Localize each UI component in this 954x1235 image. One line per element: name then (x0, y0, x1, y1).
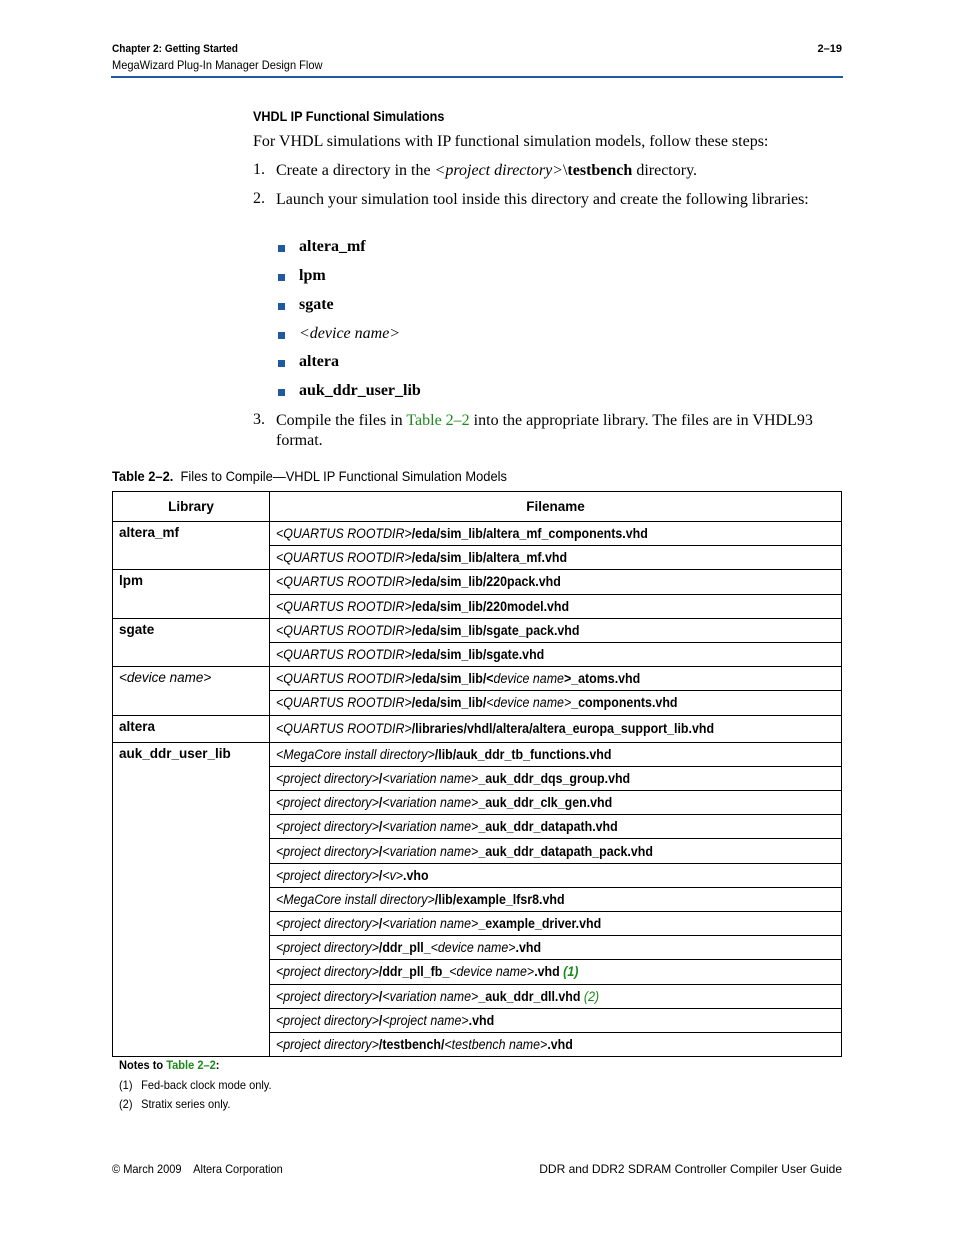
table-link[interactable]: Table 2–2 (406, 412, 470, 429)
page-number: 2–19 (817, 43, 842, 55)
header-rule (111, 76, 843, 78)
bullet-icon (278, 360, 285, 367)
filename-cell: <QUARTUS ROOTDIR>/eda/sim_lib/<device name>_atoms.vhd (270, 667, 842, 691)
filename-cell: <project directory>/testbench/<testbench name>.vhd (270, 1032, 842, 1056)
library-cell: auk_ddr_user_lib (113, 742, 270, 1056)
column-header-filename: Filename (270, 492, 842, 522)
footer-copyright: © March 2009 Altera Corporation (112, 1162, 283, 1176)
table-row (113, 715, 842, 742)
files-table (112, 491, 842, 1057)
step-2-text: Launch your simulation tool inside this directory and create the following libraries: (276, 191, 809, 208)
filename-cell: <project directory>/<variation name>_auk_ddr_datapath.vhd (270, 815, 842, 839)
filename-cell: <project directory>/ddr_pll_fb_<device name>.vhd (1) (270, 960, 842, 984)
bullet-icon (278, 303, 285, 310)
note-item: (2) Stratix series only. (119, 1097, 231, 1111)
notes-title: Notes to Table 2–2: (119, 1058, 220, 1072)
filename-cell: <project directory>/<v>.vho (270, 863, 842, 887)
filename-cell: <QUARTUS ROOTDIR>/eda/sim_lib/altera_mf.vhd (270, 546, 842, 570)
bullet-icon (278, 389, 285, 396)
table-row (113, 522, 842, 546)
library-cell: <device name> (113, 667, 270, 715)
table-row (113, 667, 842, 691)
library-item: sgate (299, 296, 334, 313)
note-reference-link[interactable]: (2) (583, 988, 600, 1004)
step-1-number: 1. (253, 161, 265, 178)
note-item: (1) Fed-back clock mode only. (119, 1078, 272, 1092)
table-caption: Table 2–2. Files to Compile—VHDL IP Functional Simulation Models (112, 468, 507, 484)
filename-cell: <MegaCore install directory>/lib/example_lfsr8.vhd (270, 887, 842, 911)
column-header-library: Library (113, 492, 270, 522)
table-row (113, 570, 842, 594)
filename-cell: <project directory>/<variation name>_auk_ddr_datapath_pack.vhd (270, 839, 842, 863)
filename-cell: <QUARTUS ROOTDIR>/libraries/vhdl/altera/altera_europa_support_lib.vhd (270, 715, 842, 742)
filename-cell: <QUARTUS ROOTDIR>/eda/sim_lib/sgate.vhd (270, 642, 842, 666)
footer-title: DDR and DDR2 SDRAM Controller Compiler User Guide (539, 1162, 842, 1176)
bullet-icon (278, 274, 285, 281)
notes-table-link[interactable]: Table 2–2 (166, 1058, 216, 1072)
filename-cell: <QUARTUS ROOTDIR>/eda/sim_lib/220pack.vhd (270, 570, 842, 594)
library-cell: altera_mf (113, 522, 270, 570)
bullet-icon (278, 245, 285, 252)
library-cell: lpm (113, 570, 270, 618)
library-item: altera (299, 353, 339, 370)
filename-cell: <QUARTUS ROOTDIR>/eda/sim_lib/220model.vhd (270, 594, 842, 618)
filename-cell: <MegaCore install directory>/lib/auk_ddr_tb_functions.vhd (270, 742, 842, 766)
step-3-number: 3. (253, 411, 265, 428)
header-chapter: Chapter 2: Getting Started (112, 43, 238, 55)
filename-cell: <QUARTUS ROOTDIR>/eda/sim_lib/sgate_pack.vhd (270, 618, 842, 642)
filename-cell: <QUARTUS ROOTDIR>/eda/sim_lib/altera_mf_components.vhd (270, 522, 842, 546)
filename-cell: <project directory>/ddr_pll_<device name>.vhd (270, 936, 842, 960)
filename-cell: <project directory>/<variation name>_auk_ddr_dqs_group.vhd (270, 766, 842, 790)
library-item: auk_ddr_user_lib (299, 382, 421, 399)
filename-cell: <project directory>/<project name>.vhd (270, 1008, 842, 1032)
table-row (113, 618, 842, 642)
bullet-icon (278, 332, 285, 339)
library-item: altera_mf (299, 238, 366, 255)
library-cell: sgate (113, 618, 270, 666)
step-1-text: Create a directory in the <project directory>\testbench directory. (276, 162, 698, 179)
step-3-text: Compile the files in Table 2–2 into the appropriate library. The files are in VHDL93 format. (276, 412, 813, 449)
section-title: VHDL IP Functional Simulations (253, 108, 445, 124)
filename-cell: <QUARTUS ROOTDIR>/eda/sim_lib/<device name>_components.vhd (270, 691, 842, 715)
library-item: lpm (299, 267, 326, 284)
library-item: <device name> (299, 325, 401, 342)
step-2-number: 2. (253, 190, 265, 207)
filename-cell: <project directory>/<variation name>_auk_ddr_dll.vhd (2) (270, 984, 842, 1008)
intro-paragraph: For VHDL simulations with IP functional simulation models, follow these steps: (253, 133, 769, 150)
filename-cell: <project directory>/<variation name>_auk_ddr_clk_gen.vhd (270, 791, 842, 815)
library-cell: altera (113, 715, 270, 742)
header-section: MegaWizard Plug-In Manager Design Flow (112, 58, 323, 72)
note-reference-link[interactable]: (1) (563, 964, 579, 980)
table-row (113, 742, 842, 766)
filename-cell: <project directory>/<variation name>_example_driver.vhd (270, 912, 842, 936)
